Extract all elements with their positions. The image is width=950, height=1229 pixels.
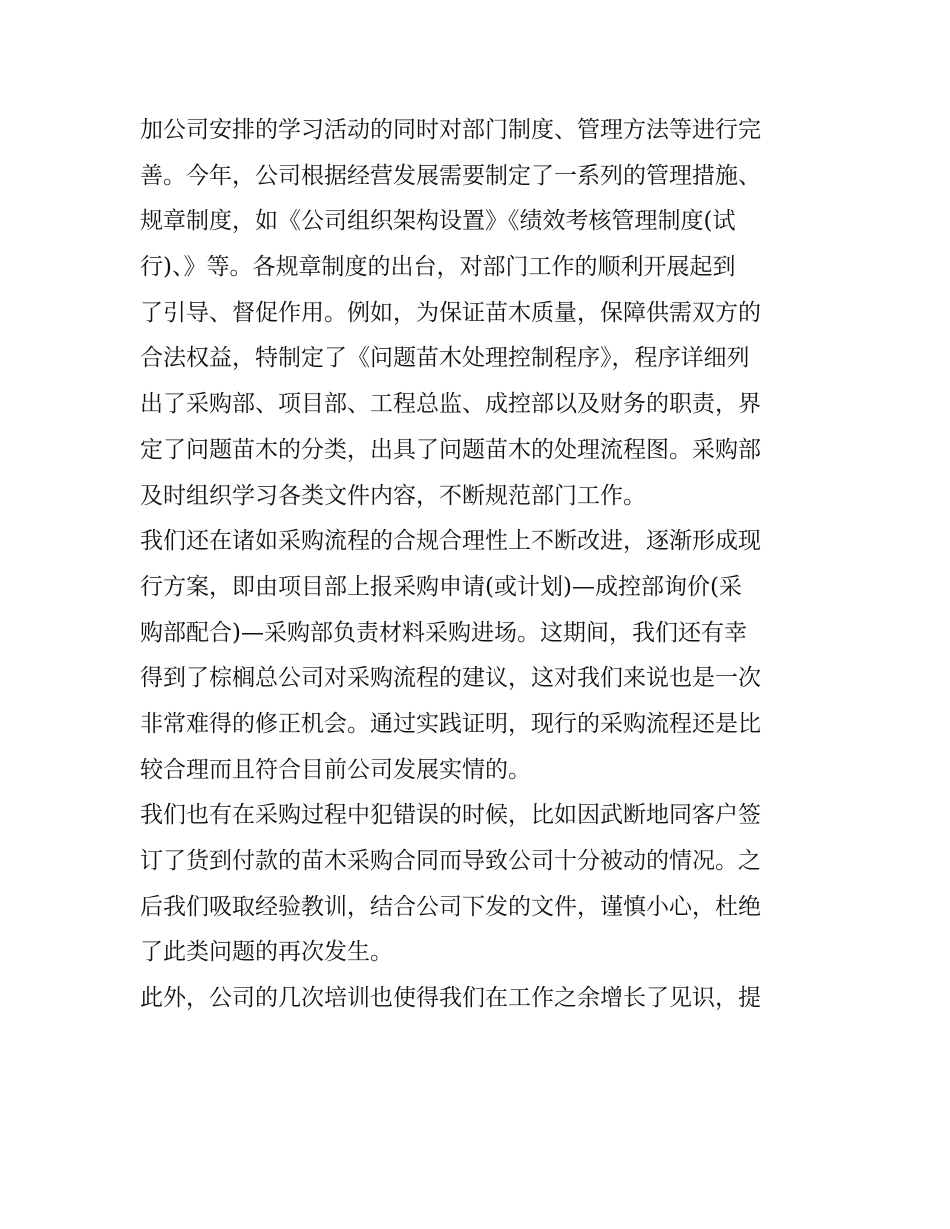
text-line: 规章制度，如《公司组织架构设置》《绩效考核管理制度(试 <box>140 208 736 235</box>
text-line: 了引导、督促作用。例如，为保证苗木质量，保障供需双方的 <box>140 299 761 326</box>
text-line: 定了问题苗木的分类，出具了问题苗木的处理流程图。采购部 <box>140 436 761 463</box>
text-line: 善。今年，公司根据经营发展需要制定了一系列的管理措施、 <box>140 162 761 189</box>
text-line: 此外，公司的几次培训也使得我们在工作之余增长了见识，提 <box>140 985 761 1012</box>
text-line: 后我们吸取经验教训，结合公司下发的文件，谨慎小心，杜绝 <box>140 893 761 920</box>
text-line: 我们也有在采购过程中犯错误的时候，比如因武断地同客户签 <box>140 802 761 829</box>
text-line: 了此类问题的再次发生。 <box>140 939 393 966</box>
text-line: 出了采购部、项目部、工程总监、成控部以及财务的职责，界 <box>140 391 761 418</box>
text-line: 行方案，即由项目部上报采购申请(或计划)—成控部询价(采 <box>140 573 742 600</box>
text-line: 较合理而且符合目前公司发展实情的。 <box>140 756 531 783</box>
text-line: 订了货到付款的苗木采购合同而导致公司十分被动的情况。之 <box>140 848 761 874</box>
text-line: 合法权益，特制定了《问题苗木处理控制程序》，程序详细列 <box>140 345 750 372</box>
text-line: 及时组织学习各类文件内容，不断规范部门工作。 <box>140 482 646 509</box>
paragraph-1 <box>140 108 820 519</box>
text-line: 行)、》等。各规章制度的出台，对部门工作的顺利开展起到 <box>140 254 736 281</box>
text-line: 购部配合)—采购部负责材料采购进场。这期间，我们还有幸 <box>140 619 747 646</box>
paragraph-2 <box>140 519 820 793</box>
text-line: 加公司安排的学习活动的同时对部门制度、管理方法等进行完 <box>140 117 761 143</box>
text-line: 我们还在诸如采购流程的合规合理性上不断改进，逐渐形成现 <box>140 528 761 555</box>
paragraph-3 <box>140 793 820 976</box>
paragraph-4 <box>140 976 820 1022</box>
text-line: 非常难得的修正机会。通过实践证明，现行的采购流程还是比 <box>140 710 761 737</box>
body-text <box>140 108 820 1022</box>
text-line: 得到了棕榈总公司对采购流程的建议，这对我们来说也是一次 <box>140 665 761 692</box>
